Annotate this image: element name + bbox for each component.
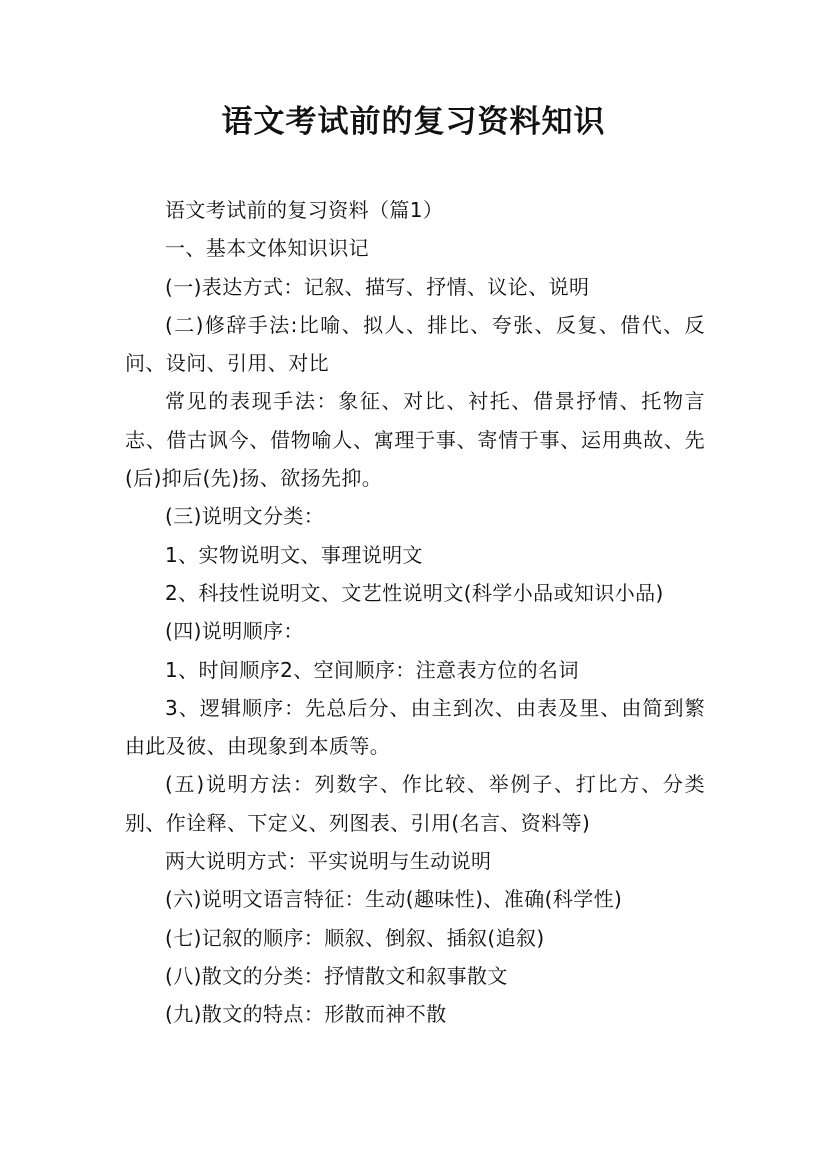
paragraph-expository-type-1: 1、实物说明文、事理说明文 [165, 542, 423, 567]
paragraph-explanation-order-heading: (四)说明顺序： [165, 619, 304, 644]
paragraph-expression-methods: (一)表达方式：记叙、描写、抒情、议论、说明 [165, 274, 590, 299]
paragraph-language-features: (六)说明文语言特征：生动(趣味性)、准确(科学性) [165, 887, 623, 912]
paragraph-rhetoric-devices: (二)修辞手法:比喻、拟人、排比、夸张、反复、借代、反问、设问、引用、对比 [125, 312, 705, 376]
paragraph-expository-types-heading: (三)说明文分类： [165, 504, 325, 529]
document-title: 语文考试前的复习资料知识 [221, 104, 606, 140]
paragraph-expository-type-2: 2、科技性说明文、文艺性说明文(科学小品或知识小品) [165, 580, 664, 605]
paragraph-order-time-space: 1、时间顺序2、空间顺序：注意表方位的名词 [165, 657, 579, 682]
paragraph-explanation-methods: (五)说明方法：列数字、作比较、举例子、打比方、分类别、作诠释、下定义、列图表、引用(名言、资料等) [125, 772, 705, 835]
document-body [125, 191, 705, 1034]
paragraph-prose-types: (八)散文的分类：抒情散文和叙事散文 [165, 963, 508, 988]
paragraph-section-heading: 语文考试前的复习资料（篇1） [165, 198, 444, 222]
paragraph-basic-knowledge-heading: 一、基本文体知识识记 [165, 236, 369, 261]
paragraph-order-logic: 3、逻辑顺序：先总后分、由主到次、由表及里、由简到繁由此及彼、由现象到本质等。 [125, 695, 705, 759]
paragraph-expressive-techniques: 常见的表现手法：象征、对比、衬托、借景抒情、托物言志、借古讽今、借物喻人、寓理于事、寄情于事、运用典故、先(后)抑后(先)扬、欲扬先抑。 [125, 389, 705, 491]
paragraph-prose-features: (九)散文的特点：形散而神不散 [165, 1002, 447, 1027]
paragraph-explanation-styles: 两大说明方式：平实说明与生动说明 [165, 849, 492, 874]
paragraph-narrative-order: (七)记叙的顺序：顺叙、倒叙、插叙(追叙) [165, 925, 545, 950]
